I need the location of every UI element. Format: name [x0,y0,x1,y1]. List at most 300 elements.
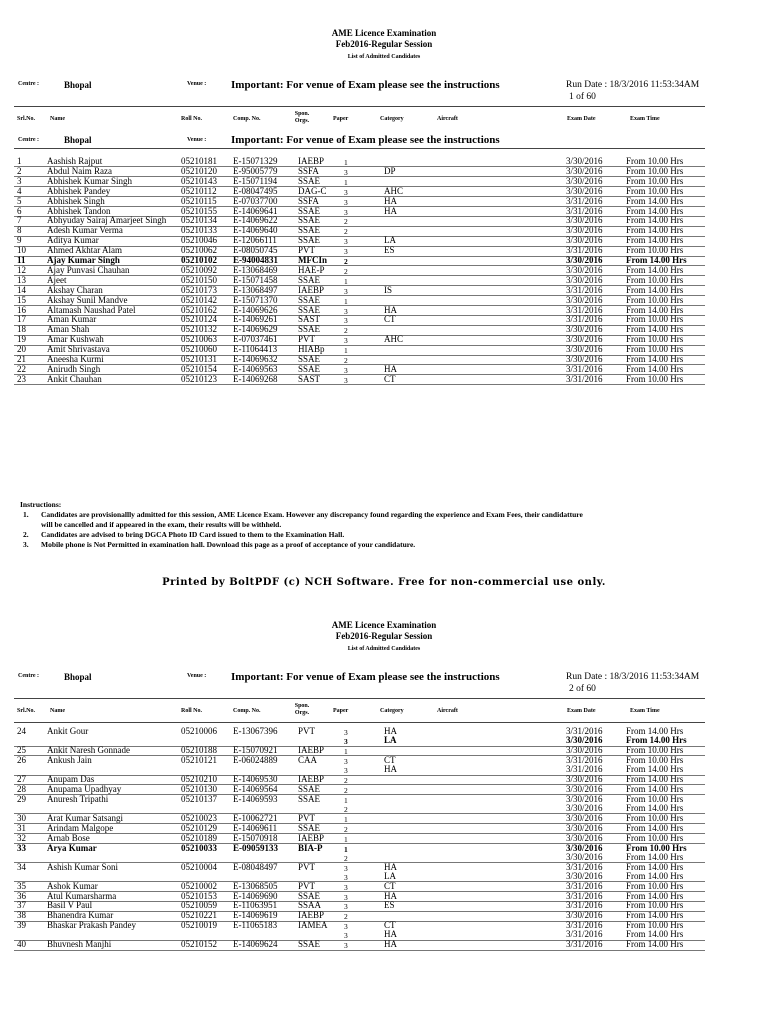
exam-date: 3/31/2016 [566,920,603,931]
paper-number: 1 [344,834,348,844]
exam-date: 3/30/2016 [566,334,603,345]
computer-number: E-14069629 [233,324,278,335]
col-header-roll: Roll No. [181,708,202,714]
col-header-paper: Paper [333,116,349,122]
serial-number: 27 [17,774,26,784]
serial-number: 26 [17,754,26,765]
roll-number: 05210019 [181,920,217,931]
candidate-name: Anupam Das [47,774,95,784]
roll-number: 05210155 [181,205,217,216]
roll-number: 05210132 [181,324,217,335]
table-row [0,197,768,207]
exam-time: From 14.00 Hrs [626,890,684,901]
exam-time: From 10.00 Hrs [626,314,684,325]
exam-date: 3/30/2016 [566,812,603,823]
col-header-category: Category [380,708,404,714]
exam-date: 3/31/2016 [566,880,603,891]
exam-title: AME Licence Examination [331,28,437,38]
sponsoring-org: PVT [298,245,316,256]
roll-number: 05210092 [181,264,217,275]
paper-number: 2 [344,912,348,922]
computer-number: E-13068497 [233,284,278,295]
roll-number: 05210131 [181,354,217,364]
roll-number: 05210060 [181,344,217,355]
serial-number: 16 [17,304,26,315]
exam-time: From 10.00 Hrs [626,274,684,285]
paper-number: 3 [344,316,348,326]
paper-number: 2 [344,824,348,834]
exam-date: 3/31/2016 [566,195,603,206]
exam-time: From 14.00 Hrs [626,822,684,833]
candidate-name: Abdul Naim Raza [47,165,112,176]
candidate-name: Atul Kumarsharma [47,890,117,901]
serial-number: 4 [17,185,22,196]
roll-number: 05210004 [181,861,217,872]
computer-number: E-09059133 [233,842,278,853]
table-row [0,863,768,882]
table-row [0,296,768,306]
computer-number: E-14069632 [233,354,278,364]
candidate-name: Aashish Rajput [47,156,103,166]
roll-number: 05210102 [181,255,217,265]
exam-time: From 14.00 Hrs [626,783,684,794]
paper-number: 3 [344,207,348,217]
instructions [20,500,740,550]
roll-number: 05210162 [181,304,217,315]
serial-number: 10 [17,245,26,256]
roll-number: 05210006 [181,726,217,736]
category: LA [384,735,397,746]
candidate-name: Abhishek Kumar Singh [47,175,132,186]
exam-date: 3/30/2016 [566,910,603,921]
roll-number: 05210059 [181,900,217,911]
category: CT [384,314,396,325]
sponsoring-org: CAA [298,754,318,765]
exam-date: 3/30/2016 [566,774,603,784]
sponsoring-org: SSAE [298,274,321,285]
exam-date: 3/30/2016 [566,851,603,862]
category: HA [384,304,397,315]
paper-number: 1 [344,158,348,167]
serial-number: 28 [17,783,26,794]
sponsoring-org: SSFA [298,195,319,206]
serial-number: 37 [17,900,26,911]
col-header-name: Name [50,116,65,122]
serial-number: 2 [17,165,22,176]
exam-date: 3/31/2016 [566,314,603,325]
paper-number: 2 [344,257,348,266]
roll-number: 05210221 [181,910,217,921]
sponsoring-org: PVT [298,334,316,345]
candidate-name: Ankit Naresh Gonnade [47,745,130,756]
paper-number: 2 [344,853,348,863]
roll-number: 05210181 [181,156,217,166]
serial-number: 35 [17,880,26,891]
category: LA [384,235,396,246]
paper-number: 3 [344,931,348,941]
serial-number: 17 [17,314,26,325]
exam-time: From 14.00 Hrs [626,939,684,950]
paper-number: 3 [344,167,348,177]
paper-number: 3 [344,306,348,316]
col-header-srl: Srl.No. [17,708,35,714]
serial-number: 6 [17,205,22,216]
serial-number: 25 [17,745,26,756]
exam-time: From 14.00 Hrs [626,802,684,813]
paper-number: 3 [344,872,348,882]
exam-time: From 14.00 Hrs [626,726,684,736]
roll-number: 05210123 [181,373,217,384]
computer-number: E-14069640 [233,225,278,236]
sponsoring-org: SSAE [298,890,321,901]
category: HA [384,861,397,872]
serial-number: 14 [17,284,26,295]
exam-time: From 14.00 Hrs [626,225,684,236]
category: HA [384,764,397,775]
computer-number: E-11063951 [233,900,278,911]
category: HA [384,363,397,374]
instruction-item: 1. Candidates are provisionallly admitted for this session, AME Licence Exam. However any discrepancy found regarding the experience and Exam Fees, their candidatture [23,510,583,519]
col-header-srl: Srl.No. [17,116,35,122]
computer-number: E-14069564 [233,783,278,794]
col-header-aircraft: Aircraft [437,708,458,714]
exam-time: From 10.00 Hrs [626,920,684,931]
computer-number: E-06024889 [233,754,278,765]
run-date: Run Date : 18/3/2016 11:53:34AM [566,80,700,90]
serial-number: 13 [17,274,26,285]
exam-date: 3/31/2016 [566,205,603,216]
exam-date: 3/30/2016 [566,274,603,285]
exam-time: From 14.00 Hrs [626,255,687,265]
exam-date: 3/30/2016 [566,802,603,813]
serial-number: 32 [17,832,26,843]
serial-number: 3 [17,175,22,186]
exam-time: From 14.00 Hrs [626,354,684,364]
serial-number: 24 [17,726,26,736]
sponsoring-org: IAEBP [298,284,325,295]
instruction-item: will be cancelled and if appeared in the exam, their results will be withheld. [41,520,282,529]
exam-time: From 14.00 Hrs [626,735,687,746]
serial-number: 38 [17,910,26,921]
candidate-name: Amar Kushwah [47,334,104,345]
candidate-name: Aditya Kumar [47,235,99,246]
row-divider [14,384,705,385]
exam-date: 3/30/2016 [566,175,603,186]
exam-time: From 14.00 Hrs [626,235,684,246]
candidate-name: Ashok Kumar [47,880,98,891]
category: HA [384,939,397,950]
exam-time: From 10.00 Hrs [626,900,684,911]
table-row [0,756,768,775]
sponsoring-org: SSAE [298,324,321,335]
paper-number: 2 [344,356,348,365]
sponsoring-org: SSAE [298,175,321,186]
exam-time: From 14.00 Hrs [626,205,684,216]
sponsoring-org: SSAE [298,939,321,950]
col-header-aircraft: Aircraft [437,116,458,122]
computer-number: E-15071329 [233,156,278,166]
category: AHC [384,334,404,345]
exam-time: From 14.00 Hrs [626,861,684,872]
serial-number: 34 [17,861,26,872]
exam-time: From 10.00 Hrs [626,334,684,345]
candidate-name: Anuresh Tripathi [47,793,109,804]
sponsoring-org: PVT [298,812,316,823]
candidate-name: Arya Kumar [47,842,97,853]
exam-time: From 10.00 Hrs [626,812,684,823]
candidate-name: Bhanendra Kumar [47,910,114,921]
candidate-name: Anupama Upadhyay [47,783,122,794]
exam-date: 3/30/2016 [566,842,603,853]
candidate-name: Abhyuday Sairaj Amarjeet Singh [47,215,167,226]
candidate-name: Ashish Kumar Soni [47,861,119,872]
col-header-exam-time: Exam Time [630,708,660,714]
sponsoring-org: BIA-P [298,842,323,853]
list-subtitle: List of Admitted Candidates [347,54,421,60]
exam-time: From 10.00 Hrs [626,245,684,256]
exam-title: AME Licence Examination [331,620,437,630]
roll-number: 05210154 [181,363,217,374]
sponsoring-org: SSFA [298,165,319,176]
category: HA [384,726,397,736]
exam-date: 3/30/2016 [566,165,603,176]
paper-number: 3 [344,766,348,776]
col-header-exam-time: Exam Time [630,116,660,122]
category: HA [384,890,397,901]
exam-time: From 10.00 Hrs [626,156,684,166]
paper-number: 3 [344,941,348,951]
computer-number: E-15070921 [233,745,278,756]
computer-number: E-14069622 [233,215,278,226]
paper-number: 3 [344,187,348,197]
table-row [0,727,768,746]
roll-number: 05210150 [181,274,217,285]
exam-time: From 14.00 Hrs [626,324,684,335]
paper-number: 2 [344,804,348,814]
exam-date: 3/30/2016 [566,225,603,236]
serial-number: 40 [17,939,26,950]
paper-number: 1 [344,747,348,757]
exam-time: From 10.00 Hrs [626,754,684,765]
exam-time: From 14.00 Hrs [626,870,684,881]
candidate-name: Aman Shah [47,324,90,335]
candidate-name: Ankit Chauhan [47,373,102,384]
centre-label: Centre : [18,81,40,87]
roll-number: 05210133 [181,225,217,236]
candidate-name: Arnab Bose [47,832,90,843]
computer-number: E-07037461 [233,334,278,345]
page-number: 2 of 60 [569,684,596,694]
sub-venue-label: Venue : [187,137,207,143]
serial-number: 33 [17,842,26,853]
category: CT [384,880,396,891]
candidate-name: Ankit Gour [47,726,89,736]
exam-time: From 10.00 Hrs [626,373,684,384]
candidate-name: Bhaskar Prakash Pandey [47,920,136,931]
row-divider [14,950,705,951]
paper-number: 3 [344,902,348,912]
serial-number: 12 [17,264,26,275]
table-row [0,795,768,814]
paper-number: 3 [344,336,348,346]
candidate-name: Ankush Jain [47,754,92,765]
category: DP [384,165,396,176]
sponsoring-org: IAEBP [298,774,325,784]
serial-number: 18 [17,324,26,335]
exam-date: 3/31/2016 [566,890,603,901]
exam-time: From 10.00 Hrs [626,175,684,186]
roll-number: 05210137 [181,793,217,804]
sponsoring-org: IAMEA [298,920,328,931]
paper-number: 1 [344,296,348,306]
roll-number: 05210143 [181,175,217,186]
exam-date: 3/30/2016 [566,354,603,364]
col-header-paper: Paper [333,708,349,714]
exam-time: From 10.00 Hrs [626,294,684,305]
exam-time: From 14.00 Hrs [626,363,684,374]
instructions-heading: Instructions: [20,500,62,509]
run-date: Run Date : 18/3/2016 11:53:34AM [566,672,700,682]
exam-date: 3/30/2016 [566,294,603,305]
exam-time: From 10.00 Hrs [626,165,684,176]
serial-number: 20 [17,344,26,355]
serial-number: 19 [17,334,26,345]
paper-number: 1 [344,346,348,356]
col-header-roll: Roll No. [181,116,202,122]
roll-number: 05210153 [181,890,217,901]
roll-number: 05210063 [181,334,217,345]
exam-date: 3/31/2016 [566,764,603,775]
candidate-name: Anirudh Singh [47,363,101,374]
serial-number: 11 [17,255,26,265]
computer-number: E-15071194 [233,175,278,186]
sponsoring-org: PVT [298,861,316,872]
roll-number: 05210062 [181,245,217,256]
candidate-name: Basil V Paul [47,900,93,911]
candidate-name: Abhishek Pandey [47,185,111,196]
category: CT [384,373,396,384]
venue-label: Venue : [187,81,207,87]
sponsoring-org: SAST [298,373,321,384]
sponsoring-org: SSAE [298,304,321,315]
computer-number: E-14069619 [233,910,278,921]
centre-value: Bhopal [64,672,92,682]
roll-number: 05210112 [181,185,217,196]
computer-number: E-08048497 [233,861,278,872]
paper-number: 1 [344,276,348,286]
exam-date: 3/31/2016 [566,726,603,736]
computer-number: E-14069626 [233,304,278,315]
exam-date: 3/30/2016 [566,264,603,275]
col-header-comp: Comp. No. [233,708,261,714]
candidate-name: Altamash Naushad Patel [47,304,136,315]
computer-number: E-12066111 [233,235,277,246]
roll-number: 05210188 [181,745,217,756]
roll-number: 05210121 [181,754,217,765]
paper-number: 3 [344,286,348,296]
paper-number: 3 [344,737,348,747]
computer-number: E-14069261 [233,314,278,325]
candidate-name: Akshay Sunil Mandve [47,294,128,305]
candidate-name: Ajay Kumar Singh [47,255,120,265]
col-header-spon: Spon. Orgs. [294,703,310,716]
sponsoring-org: SSAA [298,900,322,911]
serial-number: 22 [17,363,26,374]
sponsoring-org: SSAE [298,205,321,216]
candidate-name: Arindam Malgope [47,822,114,833]
paper-number: 2 [344,785,348,795]
paper-number: 3 [344,237,348,247]
computer-number: E-14069268 [233,373,278,384]
serial-number: 31 [17,822,26,833]
sponsoring-org: IAEBP [298,745,325,756]
serial-number: 30 [17,812,26,823]
exam-date: 3/30/2016 [566,793,603,804]
computer-number: E-14069563 [233,363,278,374]
roll-number: 05210120 [181,165,217,176]
category: IS [384,284,393,295]
exam-date: 3/30/2016 [566,235,603,246]
sponsoring-org: SSAE [298,215,321,226]
exam-date: 3/30/2016 [566,870,603,881]
computer-number: E-15071370 [233,294,278,305]
paper-number: 2 [344,217,348,227]
paper-number: 3 [344,756,348,766]
exam-date: 3/30/2016 [566,745,603,756]
roll-number: 05210023 [181,812,217,823]
exam-date: 3/30/2016 [566,156,603,166]
computer-number: E-94004831 [233,255,278,265]
exam-date: 3/31/2016 [566,363,603,374]
page-number: 1 of 60 [569,92,596,102]
sponsoring-org: SSAE [298,354,321,364]
paper-number: 2 [344,266,348,276]
candidate-name: Akshay Charan [47,284,103,295]
serial-number: 1 [17,156,22,166]
category: HA [384,929,397,940]
exam-date: 3/30/2016 [566,185,603,196]
paper-number: 3 [344,365,348,375]
paper-number: 3 [344,922,348,932]
exam-time: From 10.00 Hrs [626,185,684,196]
computer-number: E-11065183 [233,920,278,931]
exam-date: 3/31/2016 [566,304,603,315]
paper-number: 1 [344,844,348,854]
computer-number: E-14069530 [233,774,278,784]
session-title: Feb2016-Regular Session [335,631,433,641]
exam-date: 3/31/2016 [566,929,603,940]
session-title: Feb2016-Regular Session [335,39,433,49]
exam-date: 3/30/2016 [566,783,603,794]
category: ES [384,245,395,256]
roll-number: 05210115 [181,195,217,206]
paper-number: 3 [344,375,348,385]
venue-label: Venue : [187,673,207,679]
computer-number: E-08047495 [233,185,278,196]
paper-number: 3 [344,728,348,737]
roll-number: 05210124 [181,314,217,325]
computer-number: E-15070918 [233,832,278,843]
serial-number: 5 [17,195,22,206]
instruction-item: 3. Mobile phone is Not Permitted in examination hall. Download this page as a proof of acceptance of your candidature. [23,540,416,549]
candidate-name: Bhuvnesh Manjhi [47,939,112,950]
list-subtitle: List of Admitted Candidates [347,646,421,652]
col-header-exam-date: Exam Date [567,116,596,122]
paper-number: 1 [344,814,348,824]
exam-date: 3/31/2016 [566,861,603,872]
serial-number: 15 [17,294,26,305]
header-divider [14,106,705,107]
